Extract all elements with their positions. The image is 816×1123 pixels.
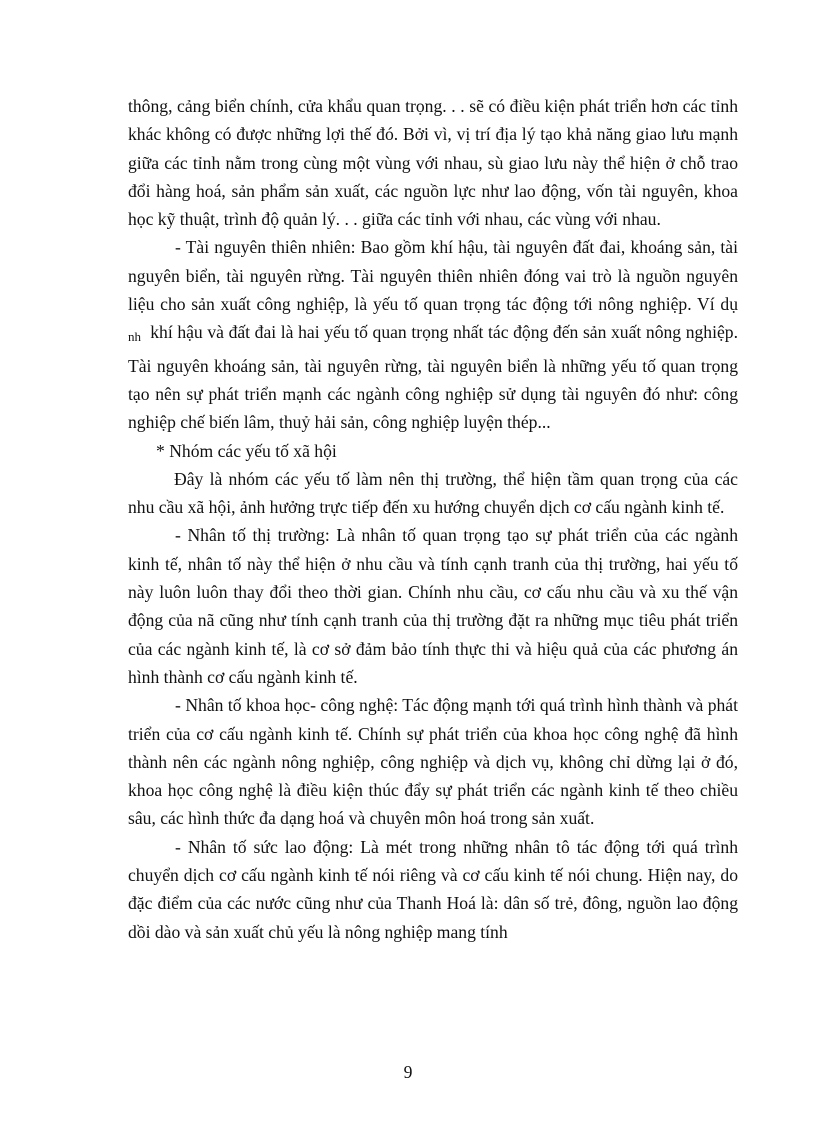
body-text: [128, 92, 738, 946]
paragraph-science-technology-factor: - Nhân tố khoa học- công nghệ: Tác động mạnh tới quá trình hình thành và phát triển của cơ cấu ngành kinh tế. Chính sự phát triển của khoa học công nghệ đã hình thành nên các ngành nông nghiệp, công nghiệp và dịch vụ, không chỉ dừng lại ở đó, khoa học công nghệ là điều kiện thúc đẩy sự phát triển các ngành kinh tế theo chiều sâu, các hình thức đa dạng hoá và chuyên môn hoá trong sản xuất.: [128, 695, 738, 829]
paragraph-geographic-position: thông, cảng biển chính, cửa khẩu quan trọng. . . sẽ có điều kiện phát triển hơn các tỉnh khác không có được những lợi thế đó. Bởi vì, vị trí địa lý tạo khả năng giao lưu mạnh giữa các tỉnh nằm trong cùng một vùng với nhau, sù giao lưu này thể hiện ở chỗ trao đổi hàng hoá, sản phẩm sản xuất, các nguồn lực như lao động, vốn tài nguyên, khoa học kỹ thuật, trình độ quản lý. . . giữa các tỉnh với nhau, các vùng với nhau.: [128, 96, 738, 230]
page-number: 9: [403, 1062, 413, 1082]
natural-resources-text-start: - Tài nguyên thiên nhiên: Bao gồm khí hậu, tài nguyên đất đai, khoáng sản, tài nguyên biển, tài nguyên rừng. Tài nguyên thiên nhiên đóng vai trò là nguồn nguyên liệu cho sản xuất công nghiệp, là yếu tố quan trọng tác động tới nông nghiệp. Ví dụ: [128, 237, 738, 315]
paragraph-natural-resources: [128, 233, 738, 436]
paragraph-social-factors-intro: Đây là nhóm các yếu tố làm nên thị trường, thể hiện tầm quan trọng của các nhu cầu xã hội, ảnh hưởng trực tiếp đến xu hướng chuyển dịch cơ cấu ngành kinh tế.: [128, 468, 738, 518]
natural-resources-text-end: khí hậu và đất đai là hai yếu tố quan trọng nhất tác động đến sản xuất nông nghiệp. Tài nguyên khoáng sản, tài nguyên rừng, tài nguyên biển là những yếu tố quan trọng tạo nên sự phát triển mạnh các ngành công nghiệp sử dụng tài nguyên đó như: công nghiệp chế biến lâm, thuỷ hải sản, công nghiệp luyện thép...: [128, 322, 738, 433]
paragraph-labor-factor: - Nhân tố sức lao động: Là mét trong những nhân tô tác động tới quá trình chuyển dịch cơ cấu ngành kinh tế nói riêng và cơ cấu kinh tế nói chung. Hiện nay, do đặc điểm của các nước cũng như của Thanh Hoá là: dân số trẻ, đông, nguồn lao động dồi dào và sản xuất chủ yếu là nông nghiệp mang tính: [128, 836, 738, 942]
inline-fragment: nh: [128, 329, 141, 345]
paragraph-market-factor: - Nhân tố thị trường: Là nhân tố quan trọng tạo sự phát triển của các ngành kinh tế, nhân tố này thể hiện ở nhu cầu và tính cạnh tranh của thị trường, hai yếu tố này luôn luôn thay đổi theo thời gian. Chính nhu cầu, cơ cấu nhu cầu và xu thế vận động của nã cũng như tính cạnh tranh của thị trường đặt ra những mục tiêu phát triển của các ngành kinh tế, là cơ sở đảm bảo tính thực thi và hiệu quả của các phương án hình thành cơ cấu ngành kinh tế.: [128, 525, 738, 687]
section-heading-social-factors: * Nhóm các yếu tố xã hội: [156, 440, 337, 461]
